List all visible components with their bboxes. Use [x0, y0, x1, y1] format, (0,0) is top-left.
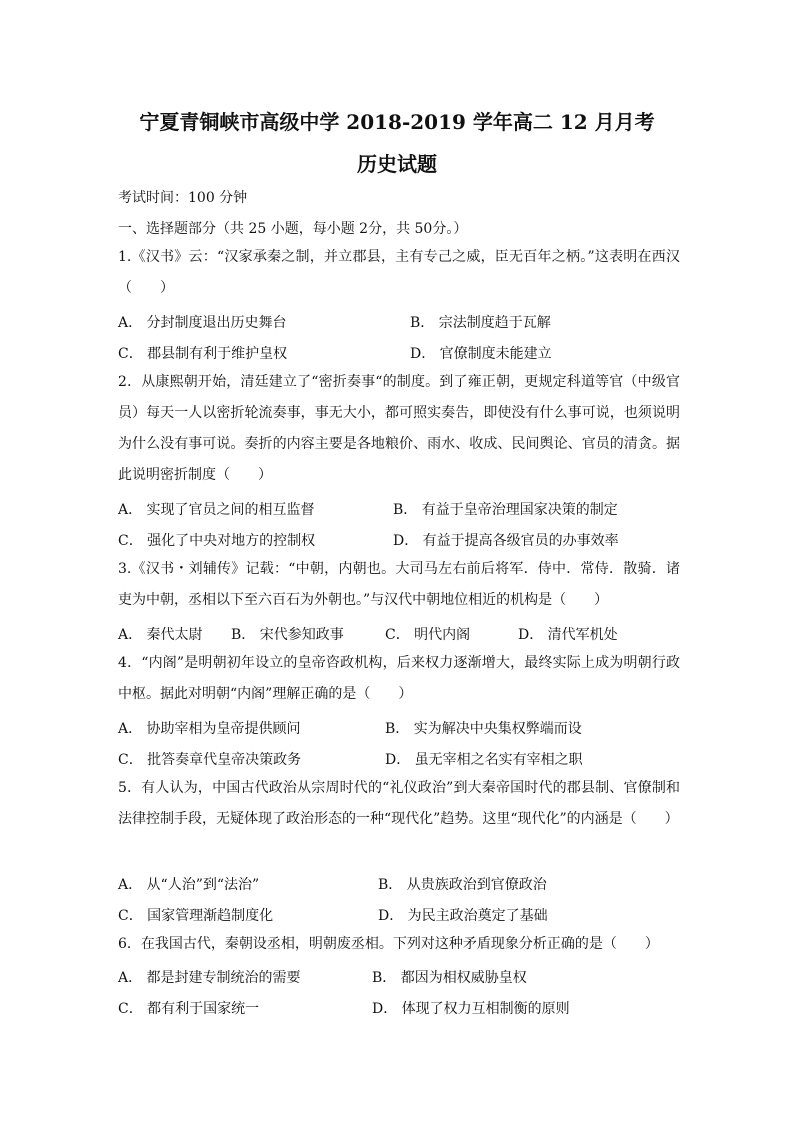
question-5-option-b: B． 从贵族政治到官僚政治: [378, 877, 547, 893]
question-3-option-a: A． 秦代太尉: [118, 627, 203, 643]
question-3-stem: 3.《汉书・刘辅传》记载：“中朝，内朝也。大司马左右前后将军．侍中．常侍．散骑．诸吏为中朝，丞相以下至六百石为外朝也。”与汉代中朝地位相近的机构是（ ）: [118, 561, 680, 608]
question-6-option-c: C． 都有利于国家统一: [118, 1001, 260, 1017]
question-6-option-a: A． 都是封建专制统治的需要: [118, 970, 301, 986]
question-4-option-a: A． 协助宰相为皇帝提供顾问: [118, 721, 301, 737]
question-4-stem: 4．“内阁”是明朝初年设立的皇帝咨政机构，后来权力逐渐增大，最终实际上成为明朝行政中枢。据此对明朝“内阁”理解正确的是（ ）: [118, 655, 680, 702]
question-6-option-d: D． 体现了权力互相制衡的原则: [372, 1001, 570, 1017]
question-5-option-d: D． 为民主政治奠定了基础: [378, 908, 548, 924]
question-1-option-c: C． 郡县制有利于维护皇权: [118, 346, 288, 362]
section-heading: 一、选择题部分（共 25 小题，每小题 2分，共 50分。）: [118, 221, 468, 237]
question-1-option-d: D． 官僚制度未能建立: [410, 346, 552, 362]
question-1-option-a: A． 分封制度退出历史舞台: [118, 315, 287, 331]
question-6-option-b: B． 都因为相权威胁皇权: [372, 970, 527, 986]
question-2-option-c: C． 强化了中央对地方的控制权: [118, 533, 316, 549]
exam-title: 宁夏青铜峡市高级中学 2018-2019 学年高二 12 月月考: [139, 110, 655, 134]
exam-time: 考试时间：100 分钟: [118, 190, 248, 206]
question-2-stem: 2．从康熙朝开始，清廷建立了“密折奏事“的制度。到了雍正朝，更规定科道等官（中级官员）每天一人以密折轮流奏事，事无大小，都可照实奏告，即使没有什么事可说，也须说明为什么没有事可说。奏折的内容主要是各地粮价、雨水、收成、民间舆论、官员的清贪。据此说明密折制度（ ）: [118, 374, 680, 483]
question-1-stem: 1.《汉书》云：“汉家承秦之制，并立郡县，主有专己之威，臣无百年之柄。”这表明在西汉（ ）: [118, 249, 680, 296]
question-4-option-c: C． 批答奏章代皇帝决策政务: [118, 752, 302, 768]
question-2-option-d: D． 有益于提高各级官员的办事效率: [393, 533, 619, 549]
question-4-option-d: D． 虽无宰相之名实有宰相之职: [385, 752, 583, 768]
question-2-option-a: A． 实现了官员之间的相互监督: [118, 502, 315, 518]
exam-subject: 历史试题: [357, 152, 437, 176]
question-3-option-d: D． 清代军机处: [518, 627, 618, 643]
question-3-option-b: B． 宋代参知政事: [231, 627, 344, 643]
question-6-stem: 6．在我国古代，秦朝设丞相，明朝废丞相。下列对这种矛盾现象分析正确的是（ ）: [118, 936, 659, 952]
question-3-option-c: C． 明代内阁: [385, 627, 471, 643]
question-2-option-b: B． 有益于皇帝治理国家决策的制定: [393, 502, 618, 518]
question-5-option-a: A． 从“人治”到“法治”: [118, 877, 260, 893]
question-1-option-b: B． 宗法制度趋于瓦解: [410, 315, 551, 331]
question-5-option-c: C． 国家管理渐趋制度化: [118, 908, 274, 924]
question-4-option-b: B． 实为解决中央集权弊端而设: [385, 721, 582, 737]
question-5-stem: 5．有人认为，中国古代政治从宗周时代的“礼仪政治”到大秦帝国时代的郡县制、官僚制和法律控制手段，无疑体现了政治形态的一种“现代化”趋势。这里“现代化”的内涵是（ ）: [118, 780, 680, 827]
